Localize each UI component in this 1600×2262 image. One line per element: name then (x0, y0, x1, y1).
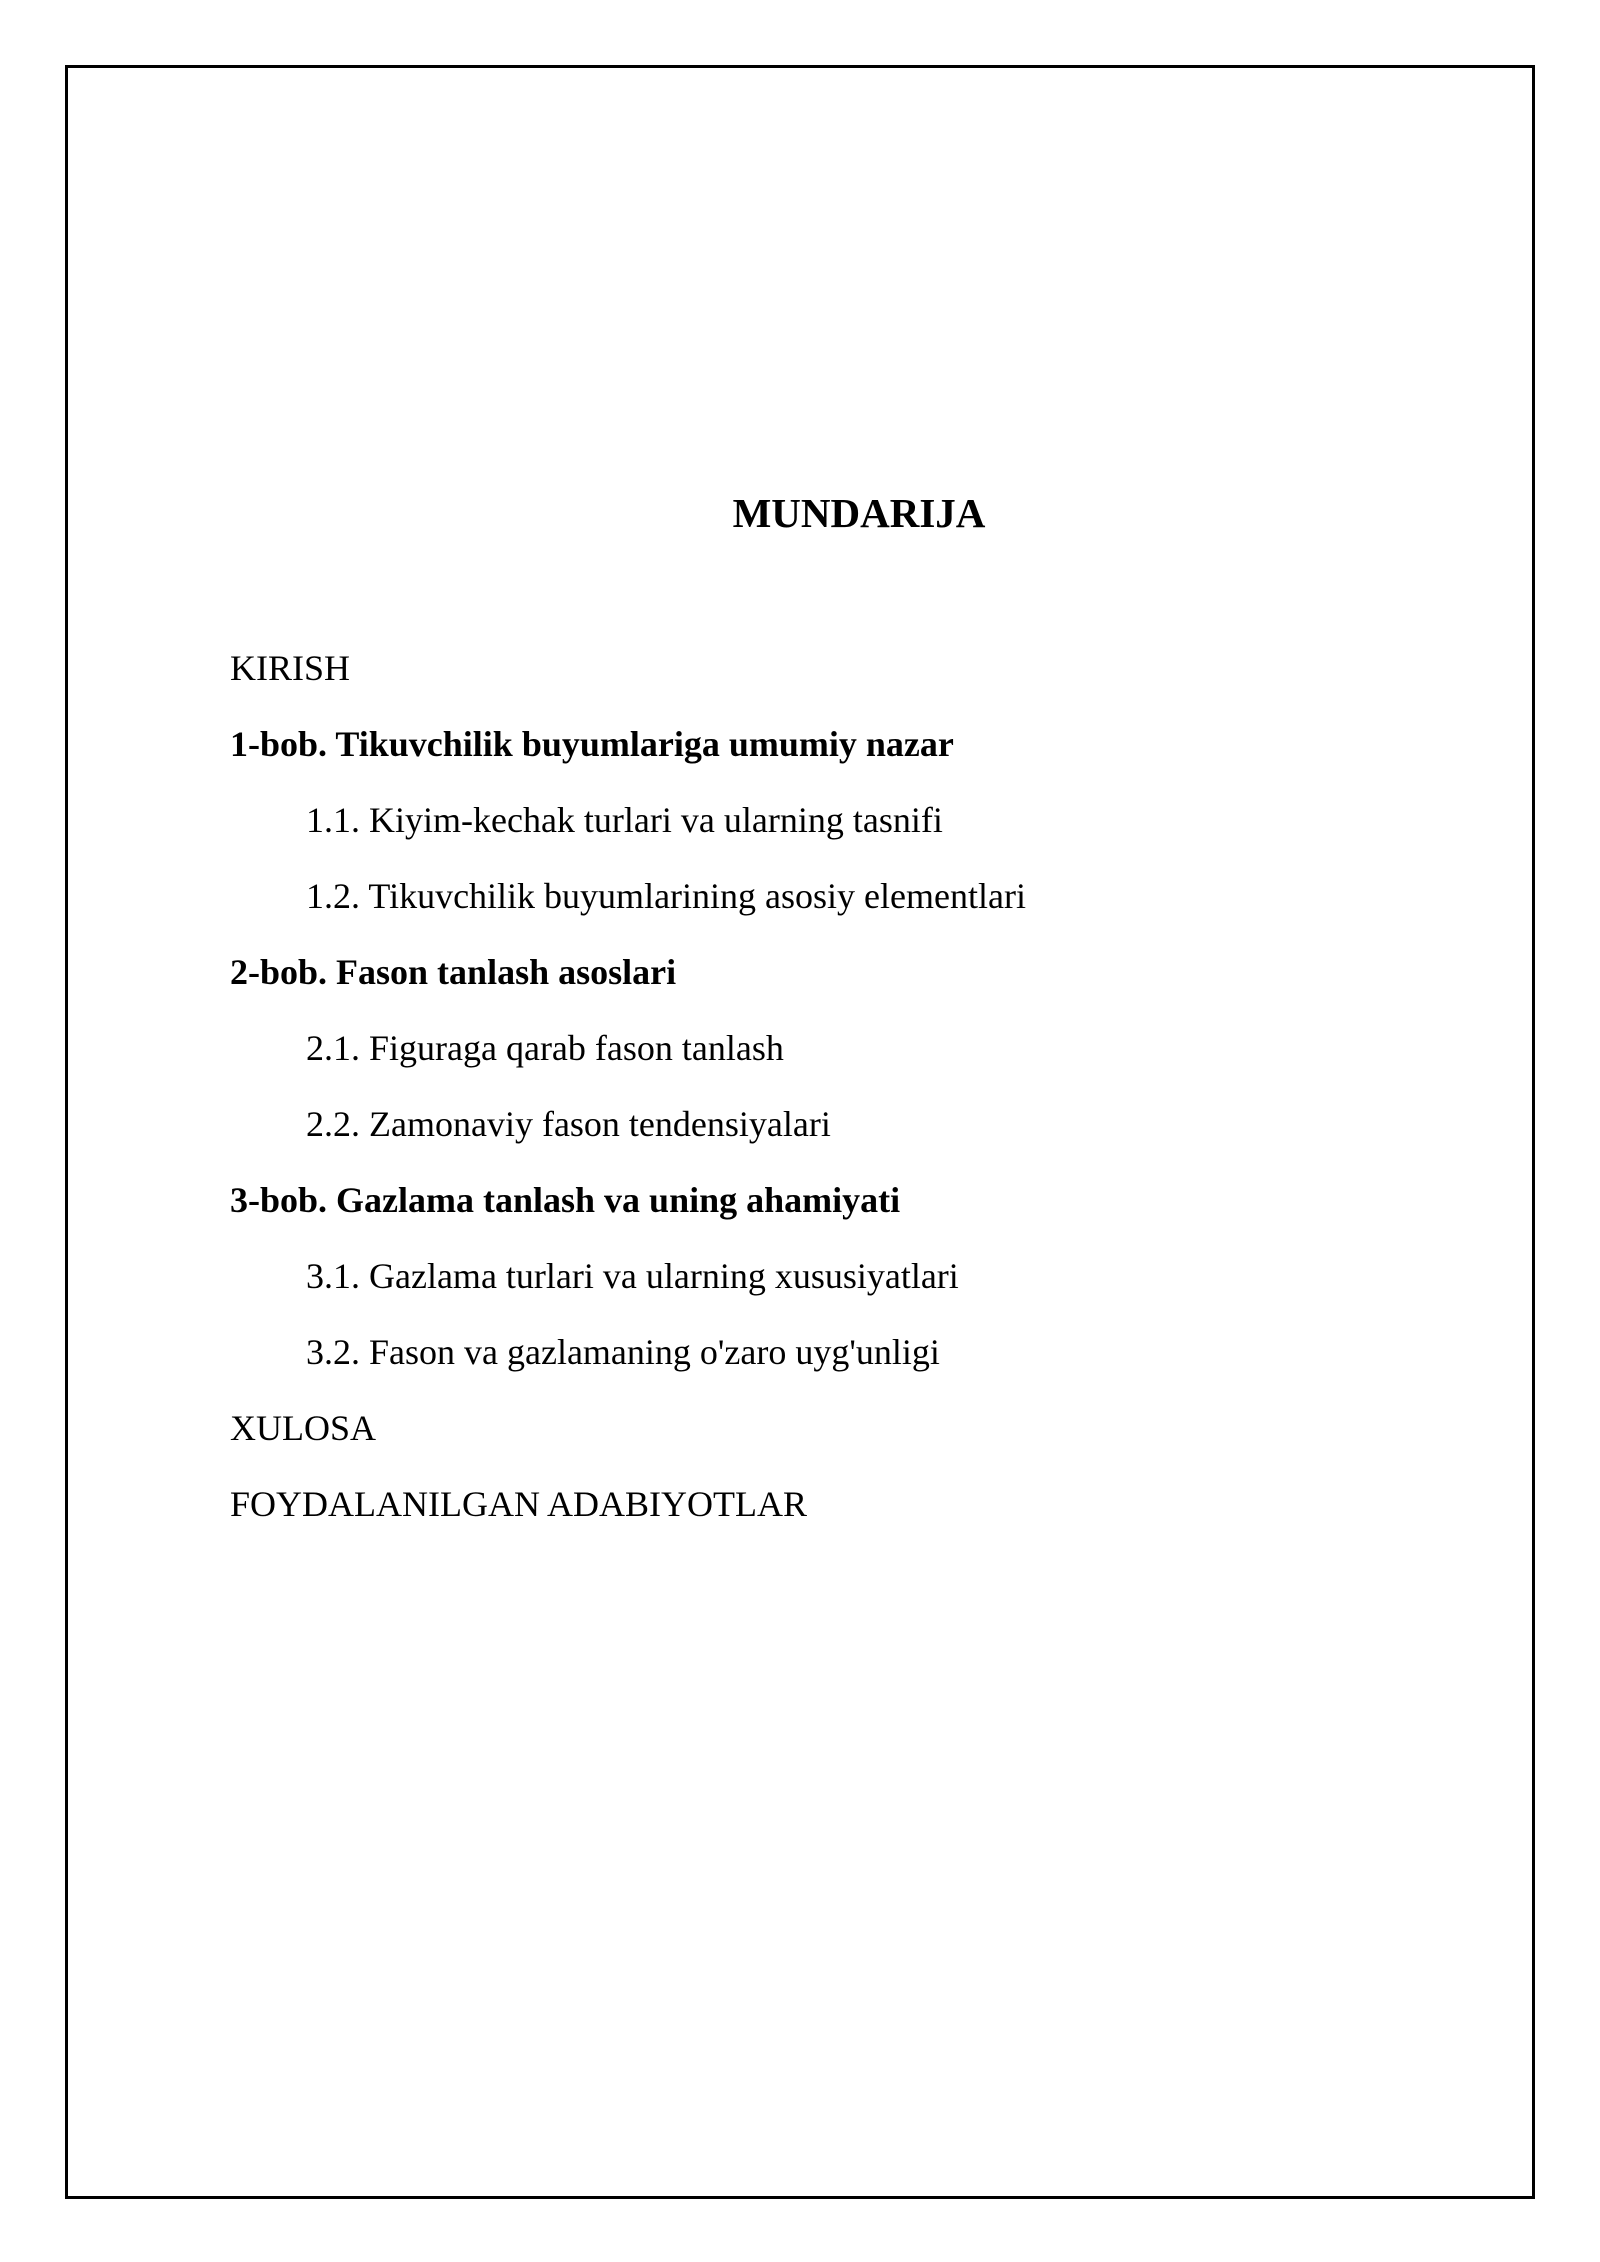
toc-item-xulosa: XULOSA (230, 1408, 377, 1448)
toc-section-1-2: 1.2. Tikuvchilik buyumlarining asosiy elementlari (306, 876, 1026, 916)
page-title: MUNDARIJA (732, 490, 986, 537)
toc-chapter-2: 2-bob. Fason tanlash asoslari (230, 952, 677, 992)
toc-section-2-1: 2.1. Figuraga qarab fason tanlash (306, 1028, 784, 1068)
toc-section-3-2: 3.2. Fason va gazlamaning o'zaro uyg'unligi (306, 1332, 940, 1372)
toc-chapter-3: 3-bob. Gazlama tanlash va uning ahamiyati (230, 1180, 901, 1220)
table-of-contents (230, 636, 1430, 1548)
toc-section-2-2: 2.2. Zamonaviy fason tendensiyalari (306, 1104, 831, 1144)
toc-item-kirish: KIRISH (230, 648, 351, 688)
toc-section-1-1: 1.1. Kiyim-kechak turlari va ularning tasnifi (306, 800, 943, 840)
toc-chapter-1: 1-bob. Tikuvchilik buyumlariga umumiy nazar (230, 724, 954, 764)
toc-section-3-1: 3.1. Gazlama turlari va ularning xususiyatlari (306, 1256, 959, 1296)
toc-item-adabiyotlar: FOYDALANILGAN ADABIYOTLAR (230, 1484, 807, 1524)
